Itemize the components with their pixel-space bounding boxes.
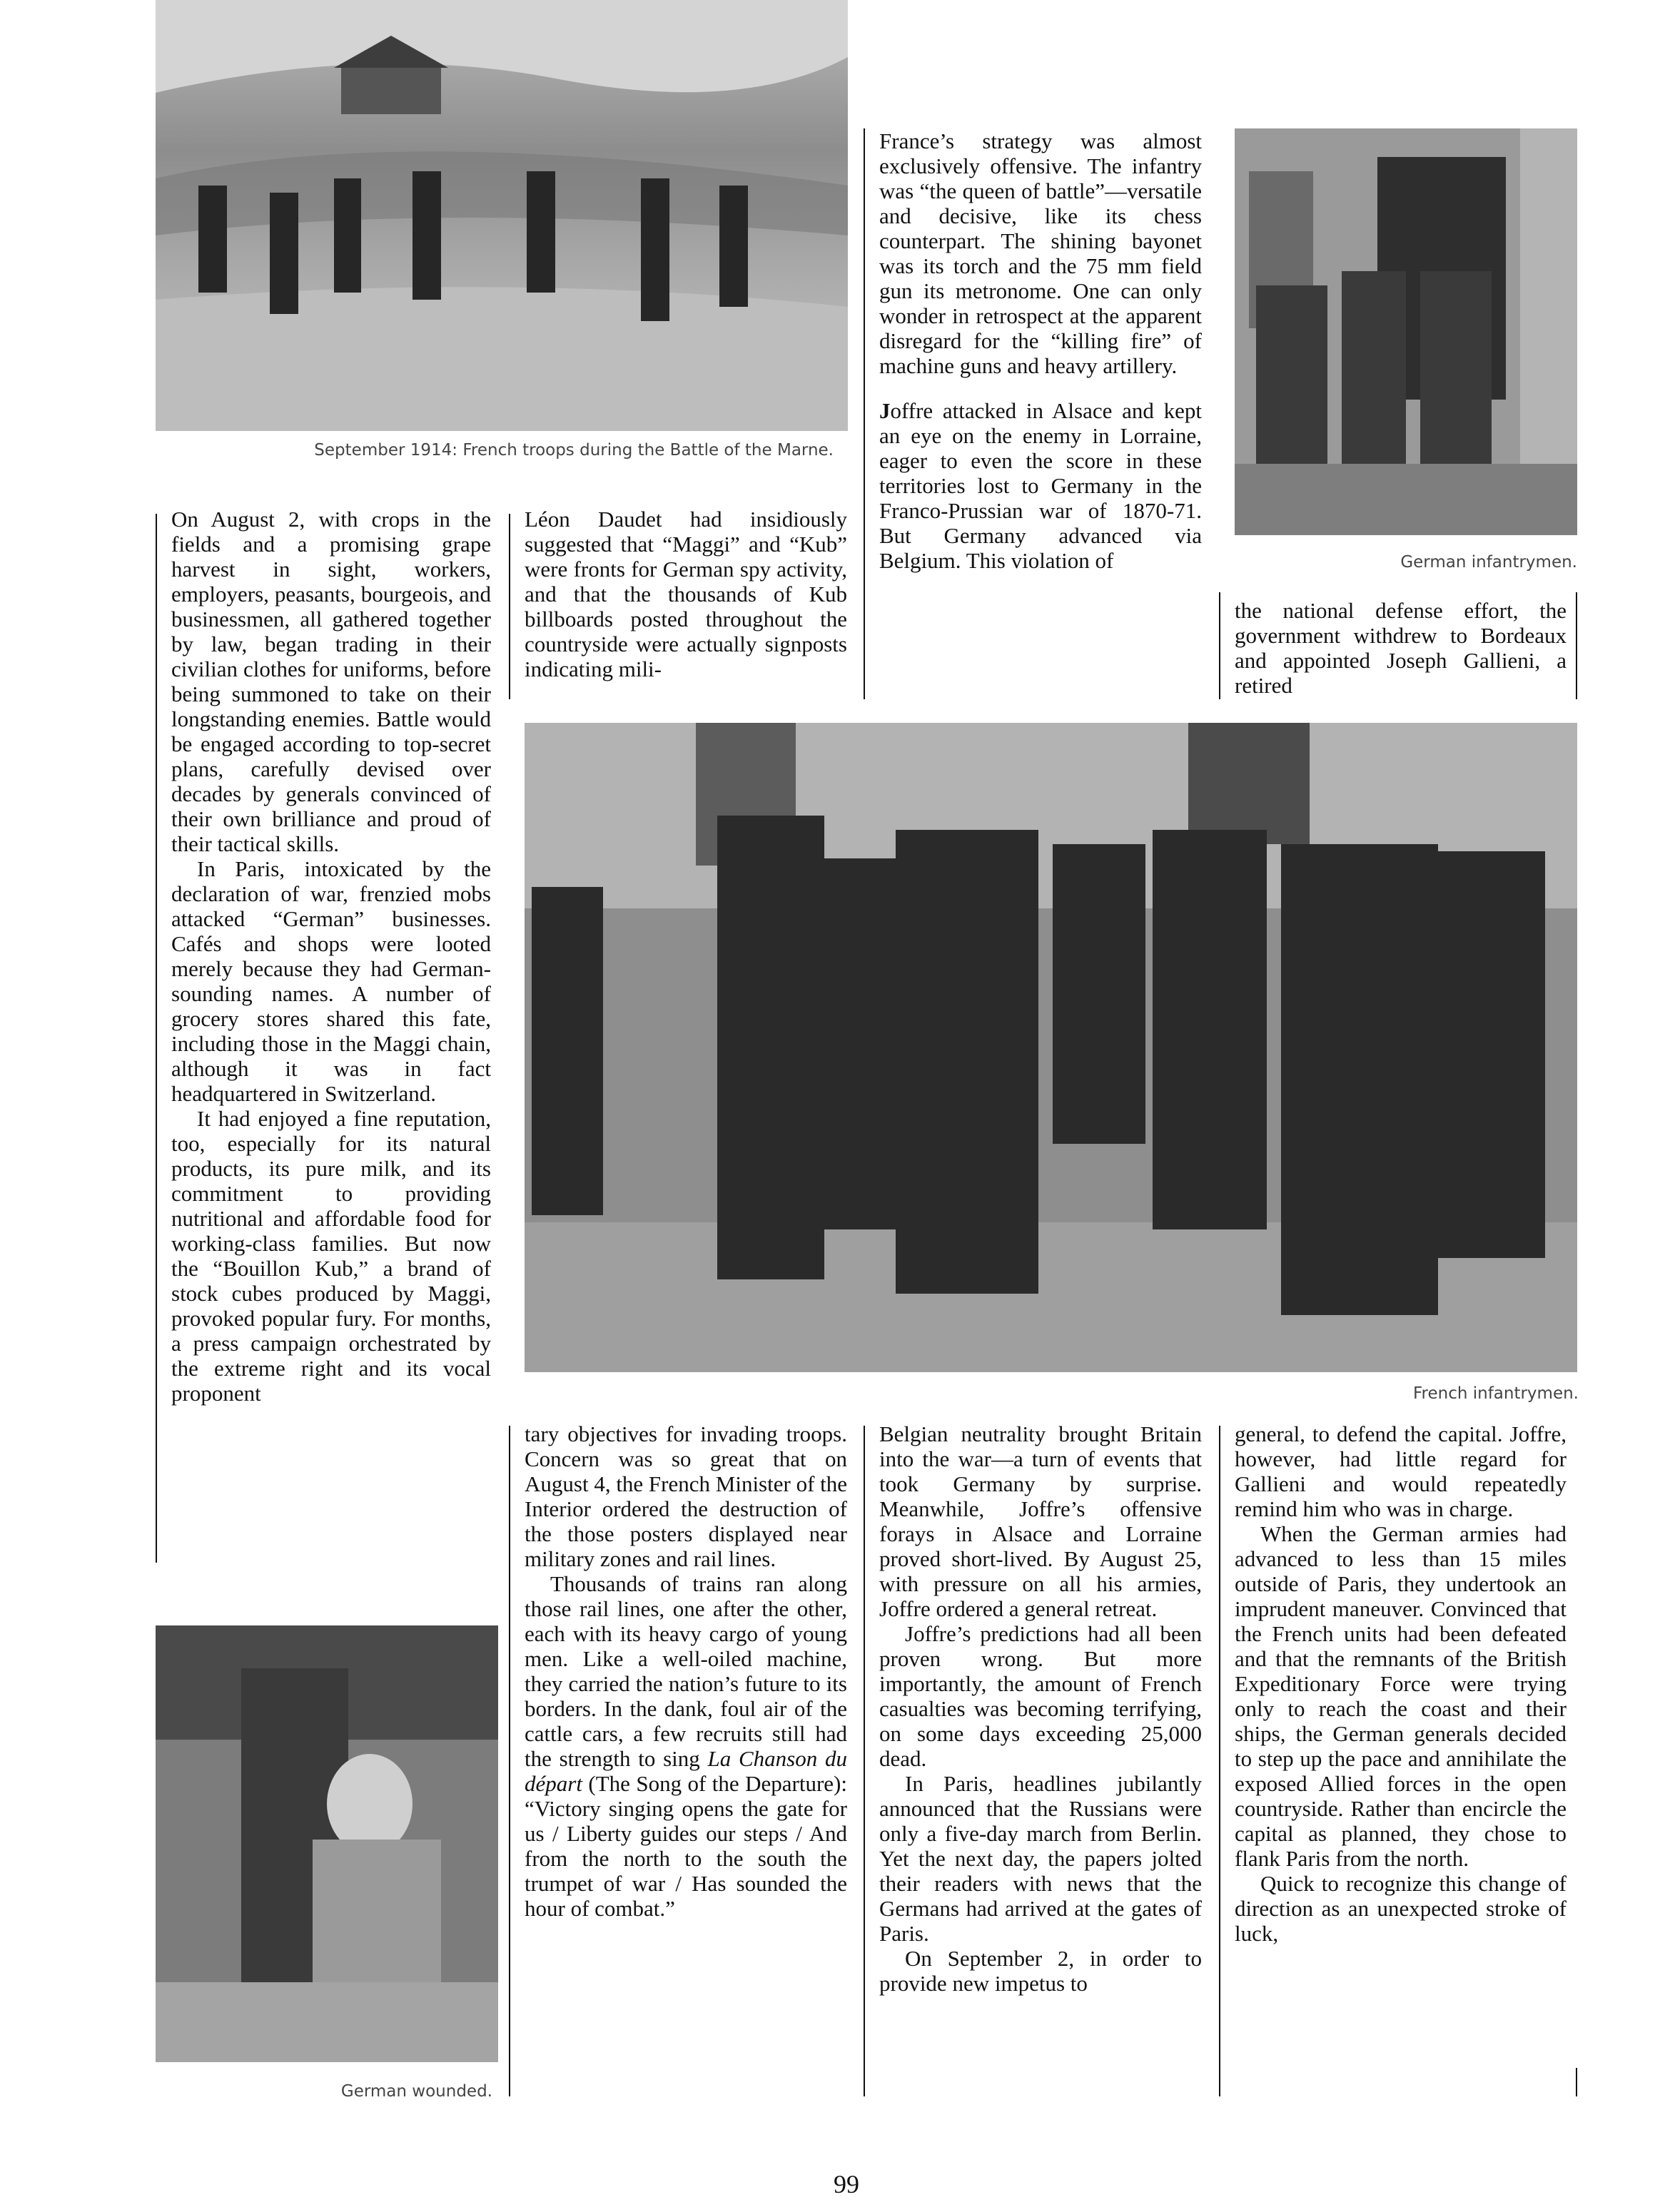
column-rule [1219,1426,1220,2096]
column-3-top [879,128,1202,706]
text-run: Thousands of trains ran along those rail lines, one after the other, each with its heavy cargo of young men. Like a well-oiled machine, they carried the nation’s future to its borders. In the dank, foul air of the cattle cars, a few recruits still had the strength to sing [525,1571,847,1771]
paragraph: On September 2, in order to provide new impetus to [879,1946,1202,1996]
column-4-bottom [1235,1421,1567,2099]
paragraph: Belgian neutrality brought Britain into the war—a turn of events that took Germany by surprise. Meanwhile, Joffre’s offensive forays in Alsace and Lorraine proved short-lived. By August 25, with pressure on all his armies, Joffre ordered a general retreat. [879,1421,1202,1621]
caption-german-infantrymen: German infantrymen. [1400,553,1577,572]
photo-marne-troops [156,0,848,431]
column-rule [509,1426,510,2096]
paragraph: Joffre’s predictions had all been proven wrong. But more importantly, the amount of French casualties was becoming terrifying, on some days exceeding 25,000 dead. [879,1621,1202,1771]
photo-french-infantrymen [525,723,1577,1372]
column-rule [156,514,157,1563]
paragraph: the national defense effort, the government withdrew to Bordeaux and appointed Joseph Gallieni, a retired [1235,598,1567,698]
paragraph: general, to defend the capital. Joffre, however, had little regard for Gallieni and would repeatedly remind him who was in charge. [1235,1421,1567,1521]
column-rule [864,128,865,699]
paragraph [879,398,1202,573]
column-rule [1576,592,1577,699]
caption-marne: September 1914: French troops during the Battle of the Marne. [314,441,834,460]
paragraph: France’s strategy was almost exclusively offensive. The infantry was “the queen of battle”—versatile and decisive, like its chess counterpart. The shining bayonet was its torch and the 75 mm field gun its metronome. One can only wonder in retrospect at the apparent disregard for the “killing fire” of machine guns and heavy artillery. [879,128,1202,378]
column-2-bottom [525,1421,847,2099]
paragraph: Quick to recognize this change of direction as an unexpected stroke of luck, [1235,1871,1567,1946]
column-1 [171,507,491,1581]
paragraph: tary objectives for invading troops. Concern was so great that on August 4, the French Minister of the Interior ordered the destruction of the those posters displayed near military zones and rail lines. [525,1421,847,1571]
paragraph: When the German armies had advanced to less than 15 miles outside of Paris, they undertook an imprudent maneuver. Convinced that the French units had been defeated and that the remnants of the British Expeditionary Force were trying only to reach the coast and their ships, the German generals decided to step up the pace and annihilate the exposed Allied forces in the open countryside. Rather than encircle the capital as planned, they chose to flank Paris from the north. [1235,1521,1567,1871]
paragraph: It had enjoyed a fine reputation, too, especially for its natural products, its pure milk, and its commitment to providing nutritional and affordable food for working-class families. But now the “Bouillon Kub,” a brand of stock cubes produced by Maggi, provoked popular fury. For months, a press campaign orchestrated by the extreme right and its vocal proponent [171,1106,491,1406]
song-title: La Chanson du départ [525,1746,847,1796]
column-3-bottom [879,1421,1202,2099]
text-run: offre attacked in Alsace and kept an eye on the enemy in Lorraine, eager to even the score in these territories lost to Germany in the Franco-Prussian war of 1870-71. But Germany advanced via Belgium. This violation of [879,398,1202,573]
text-run: (The Song of the Departure): “Victory singing opens the gate for us / Liberty guides our steps / And from the north to the south the trumpet of war / Has sounded the hour of combat.” [525,1771,847,1921]
paragraph: On August 2, with crops in the fields and a promising grape harvest in sight, workers, employers, peasants, bourgeois, and businessmen, all gathered together by law, began trading in their civilian clothes for uniforms, before being summoned to take on their longstanding enemies. Battle would be engaged according to top-secret plans, carefully devised over decades by generals convinced of their own brilliance and proud of their tactical skills. [171,507,491,856]
column-2-top [525,507,847,706]
caption-french-infantrymen: French infantrymen. [1412,1384,1579,1403]
initial-letter: J [879,398,891,423]
column-4-top [1235,598,1567,705]
column-rule [1219,592,1220,699]
column-rule [864,1426,865,2096]
paragraph: In Paris, headlines jubilantly announced that the Russians were only a five-day march from Berlin. Yet the next day, the papers jolted their readers with news that the Germans had arrived at the gates of Paris. [879,1771,1202,1946]
photo-german-infantrymen [1235,128,1577,535]
column-rule [1576,2068,1577,2096]
photo-german-wounded [156,1625,498,2062]
paragraph: Léon Daudet had insidiously suggested that “Maggi” and “Kub” were fronts for German spy activity, and that the thousands of Kub billboards posted throughout the countryside were actually signposts indicating mili- [525,507,847,681]
paragraph [525,1571,847,1921]
page-number: 99 [834,2170,859,2198]
column-rule [509,514,510,699]
caption-german-wounded: German wounded. [340,2082,492,2101]
paragraph: In Paris, intoxicated by the declaration of war, frenzied mobs attacked “German” businesses. Cafés and shops were looted merely because they had German-sounding names. A number of grocery stores shared this fate, including those in the Maggi chain, although it was in fact headquartered in Switzerland. [171,856,491,1106]
